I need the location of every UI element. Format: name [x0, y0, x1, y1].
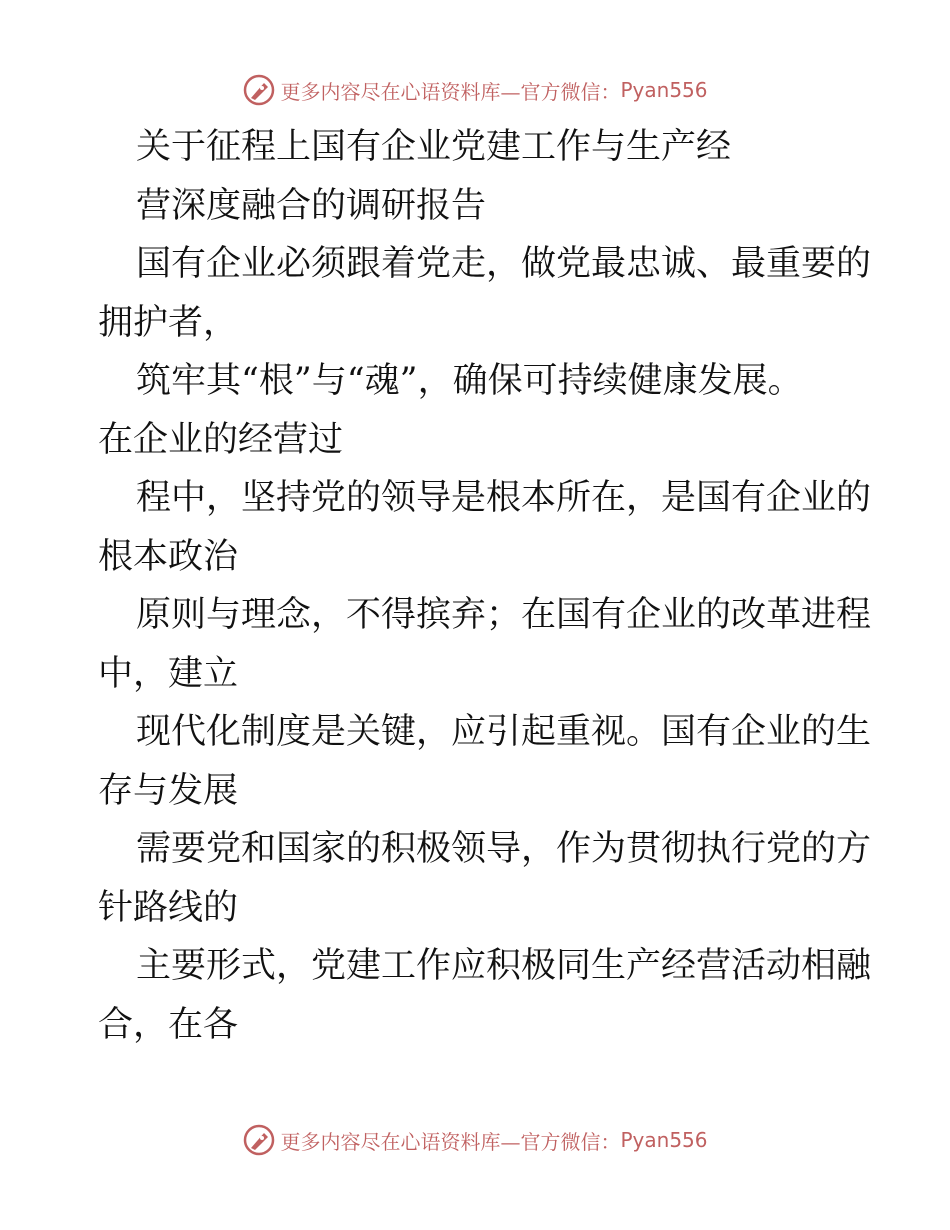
pen-nib-logo-icon	[242, 73, 276, 107]
text-line: 程中，坚持党的领导是根本所在，是国有企业的	[136, 478, 872, 518]
footer-watermark	[0, 1120, 950, 1160]
text-line: 国有企业必须跟着党走，做党最忠诚、最重要的	[136, 244, 872, 284]
watermark-wechat-id: Pyan556	[620, 1128, 708, 1152]
text-line: 原则与理念，不得摈弃；在国有企业的改革进程	[136, 595, 872, 635]
watermark-text: 更多内容尽在心语资料库—官方微信：	[280, 79, 621, 104]
text-line: 存与发展	[98, 770, 239, 811]
watermark-wechat-id: Pyan556	[620, 78, 708, 102]
text-line: 合，在各	[98, 1004, 239, 1045]
text-line: 主要形式，党建工作应积极同生产经营活动相融	[136, 946, 872, 986]
text-line: 针路线的	[98, 887, 239, 928]
text-line: 筑牢其“根”与“魂”，确保可持续健康发展。	[136, 361, 803, 401]
text-line: 需要党和国家的积极领导，作为贯彻执行党的方	[136, 829, 872, 869]
header-watermark	[0, 70, 950, 110]
text-line: 中，建立	[98, 653, 239, 694]
text-line: 在企业的经营过	[98, 419, 344, 460]
title-line-2: 营深度融合的调研报告	[136, 185, 487, 226]
watermark-text: 更多内容尽在心语资料库—官方微信：	[280, 1129, 621, 1154]
text-line: 拥护者，	[98, 302, 239, 343]
document-body	[98, 118, 872, 1054]
text-line: 现代化制度是关键，应引起重视。国有企业的生	[136, 712, 872, 752]
text-line: 根本政治	[98, 536, 239, 577]
pen-nib-logo-icon	[242, 1123, 276, 1157]
title-line-1: 关于征程上国有企业党建工作与生产经	[136, 127, 732, 167]
